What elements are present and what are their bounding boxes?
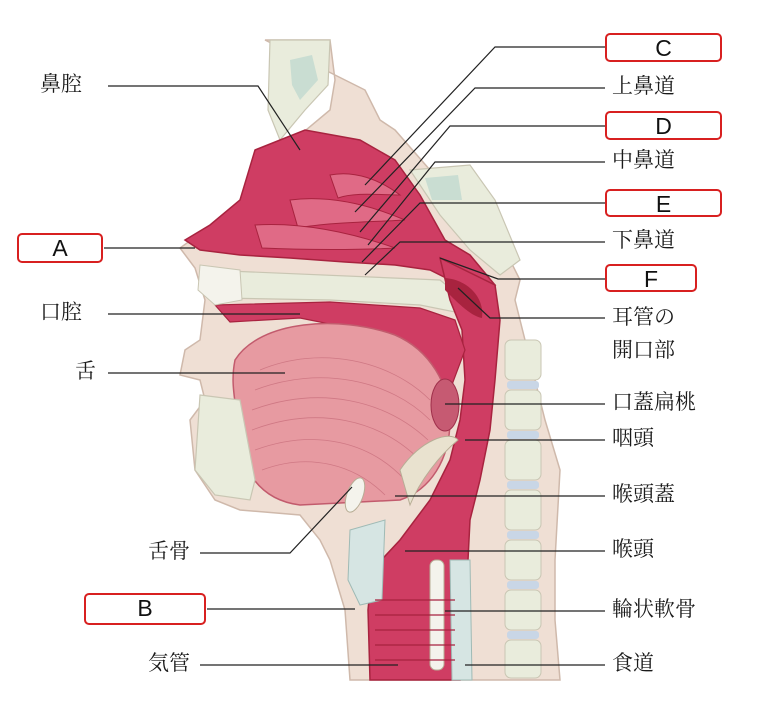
answer-box-C[interactable]: C xyxy=(605,33,722,62)
label-superior-meatus: 上鼻道 xyxy=(612,74,675,98)
answer-box-F[interactable]: F xyxy=(605,264,697,292)
label-palatine-tonsil: 口蓋扁桃 xyxy=(612,390,696,414)
label-middle-meatus: 中鼻道 xyxy=(612,148,675,172)
label-nasal-cavity: 鼻腔 xyxy=(40,72,82,96)
label-hyoid: 舌骨 xyxy=(148,539,190,563)
larynx-cartilage xyxy=(348,520,385,605)
label-pharynx: 咽頭 xyxy=(612,426,654,450)
esophagus-shape xyxy=(450,560,472,680)
label-epiglottis: 喉頭蓋 xyxy=(612,482,675,506)
answer-box-E[interactable]: E xyxy=(605,189,722,217)
vertebral-column xyxy=(505,340,541,678)
palatine-tonsil-shape xyxy=(431,379,459,431)
label-trachea: 気管 xyxy=(148,651,190,675)
label-oral-cavity: 口腔 xyxy=(40,300,82,324)
answer-box-A[interactable]: A xyxy=(17,233,103,263)
label-eustachian-opening: 耳管の 開口部 xyxy=(612,305,675,362)
answer-box-D[interactable]: D xyxy=(605,111,722,140)
label-tongue: 舌 xyxy=(75,359,96,383)
label-larynx: 喉頭 xyxy=(612,537,654,561)
answer-box-B[interactable]: B xyxy=(84,593,206,625)
label-esophagus: 食道 xyxy=(612,651,654,675)
label-inferior-meatus: 下鼻道 xyxy=(612,228,675,252)
label-cricoid: 輪状軟骨 xyxy=(612,597,696,621)
